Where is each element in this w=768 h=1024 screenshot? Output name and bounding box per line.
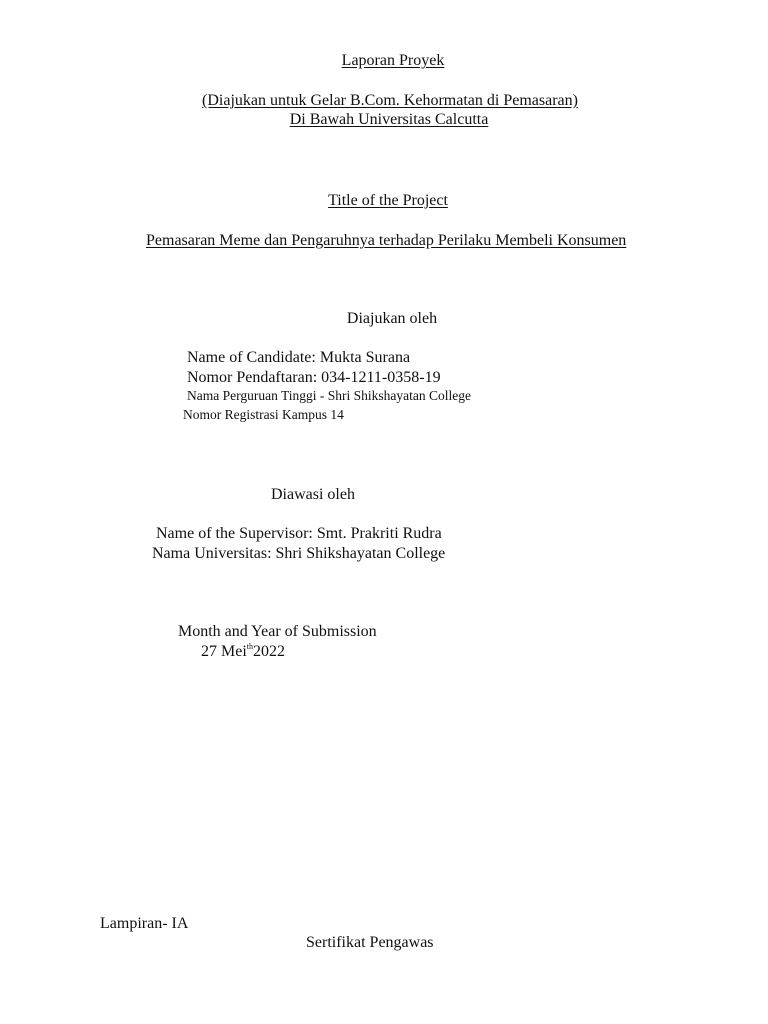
project-title: Pemasaran Meme dan Pengaruhnya terhadap Perilaku Membeli Konsumen: [146, 232, 627, 249]
report-title: Laporan Proyek: [341, 52, 445, 69]
project-heading: Title of the Project: [328, 192, 448, 209]
college-name: Nama Perguruan Tinggi - Shri Shikshayatan College: [187, 388, 471, 403]
submission-heading: Month and Year of Submission: [178, 623, 377, 640]
submitted-heading: Diajukan oleh: [346, 310, 438, 327]
certificate-heading: Sertifikat Pengawas: [306, 934, 434, 951]
submission-day-month: 27 Mei: [201, 643, 247, 660]
university-line: Di Bawah Universitas Calcutta: [289, 111, 489, 128]
registration-number: Nomor Pendaftaran: 034-1211-0358-19: [187, 369, 441, 386]
campus-registration: Nomor Registrasi Kampus 14: [183, 407, 344, 422]
supervised-heading: Diawasi oleh: [271, 486, 355, 503]
submission-year: 2022: [253, 643, 286, 660]
submission-date: [201, 641, 286, 660]
appendix-label: Lampiran- IA: [100, 915, 189, 932]
degree-line: (Diajukan untuk Gelar B.Com. Kehormatan di Pemasaran): [202, 92, 578, 109]
submission-date-suffix: th: [246, 641, 254, 651]
supervisor-university: Nama Universitas: Shri Shikshayatan College: [152, 545, 446, 562]
candidate-name: Name of Candidate: Mukta Surana: [187, 349, 411, 366]
supervisor-name: Name of the Supervisor: Smt. Prakriti Rudra: [156, 525, 442, 542]
